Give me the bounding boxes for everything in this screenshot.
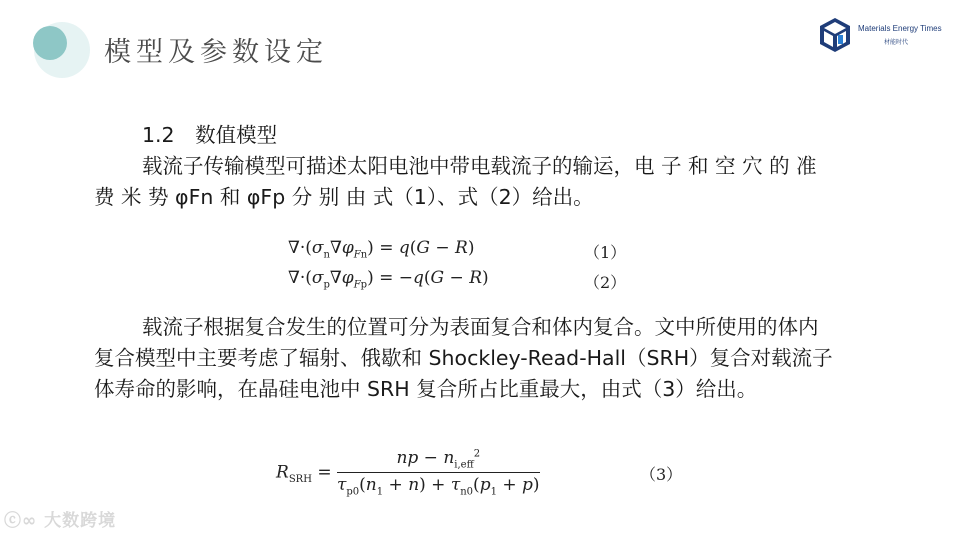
cube-logo-icon — [818, 16, 852, 54]
paragraph-2: 载流子根据复合发生的位置可分为表面复合和体内复合。文中所使用的体内复合模型中主要考虑了辐射、俄歇和 Shockley-Read-Hall（SRH）复合对载流子体寿命的影响，在晶硅电池中 SRH 复合所占比重最大，由式（3）给出。 — [94, 315, 833, 401]
watermark — [4, 506, 116, 531]
body-text — [94, 120, 834, 213]
section-heading: 1.2 数值模型 — [142, 123, 278, 147]
decorative-circle-small — [33, 26, 67, 60]
equation-2-number: （2） — [584, 273, 627, 292]
logo-subtitle: 材能时代 — [884, 39, 909, 46]
equation-3: $R_{SRH}$ = $\frac{np - n_{i,eff}^2}{\tau_{p0}(n_1 + n) + \tau_{n0}(p_1 + p)}$ — [276, 448, 540, 498]
logo-name: Materials Energy Times — [858, 24, 942, 33]
slide-title: 模型及参数设定 — [104, 37, 328, 68]
watermark-text: 大数跨境 — [44, 511, 117, 531]
watermark-logo-icon: ⓒ∞ — [4, 511, 38, 531]
equation-1: $\nabla\cdot(\sigma_n\nabla\varphi_{Fn}) = q(G - R)$ — [288, 238, 475, 261]
brand-logo — [818, 16, 948, 56]
paragraph-1: 载流子传输模型可描述太阳电池中带电载流子的输运，电 子 和 空 穴 的 准 费 米 势 φFn 和 φFp 分 别 由 式（1）、式（2）给出。 — [94, 154, 817, 209]
equation-1-number: （1） — [584, 243, 627, 262]
body-text-2 — [94, 312, 834, 405]
equation-3-number: （3） — [640, 465, 683, 484]
equation-2: $\nabla\cdot(\sigma_p\nabla\varphi_{Fp}) = -q(G - R)$ — [288, 268, 489, 291]
